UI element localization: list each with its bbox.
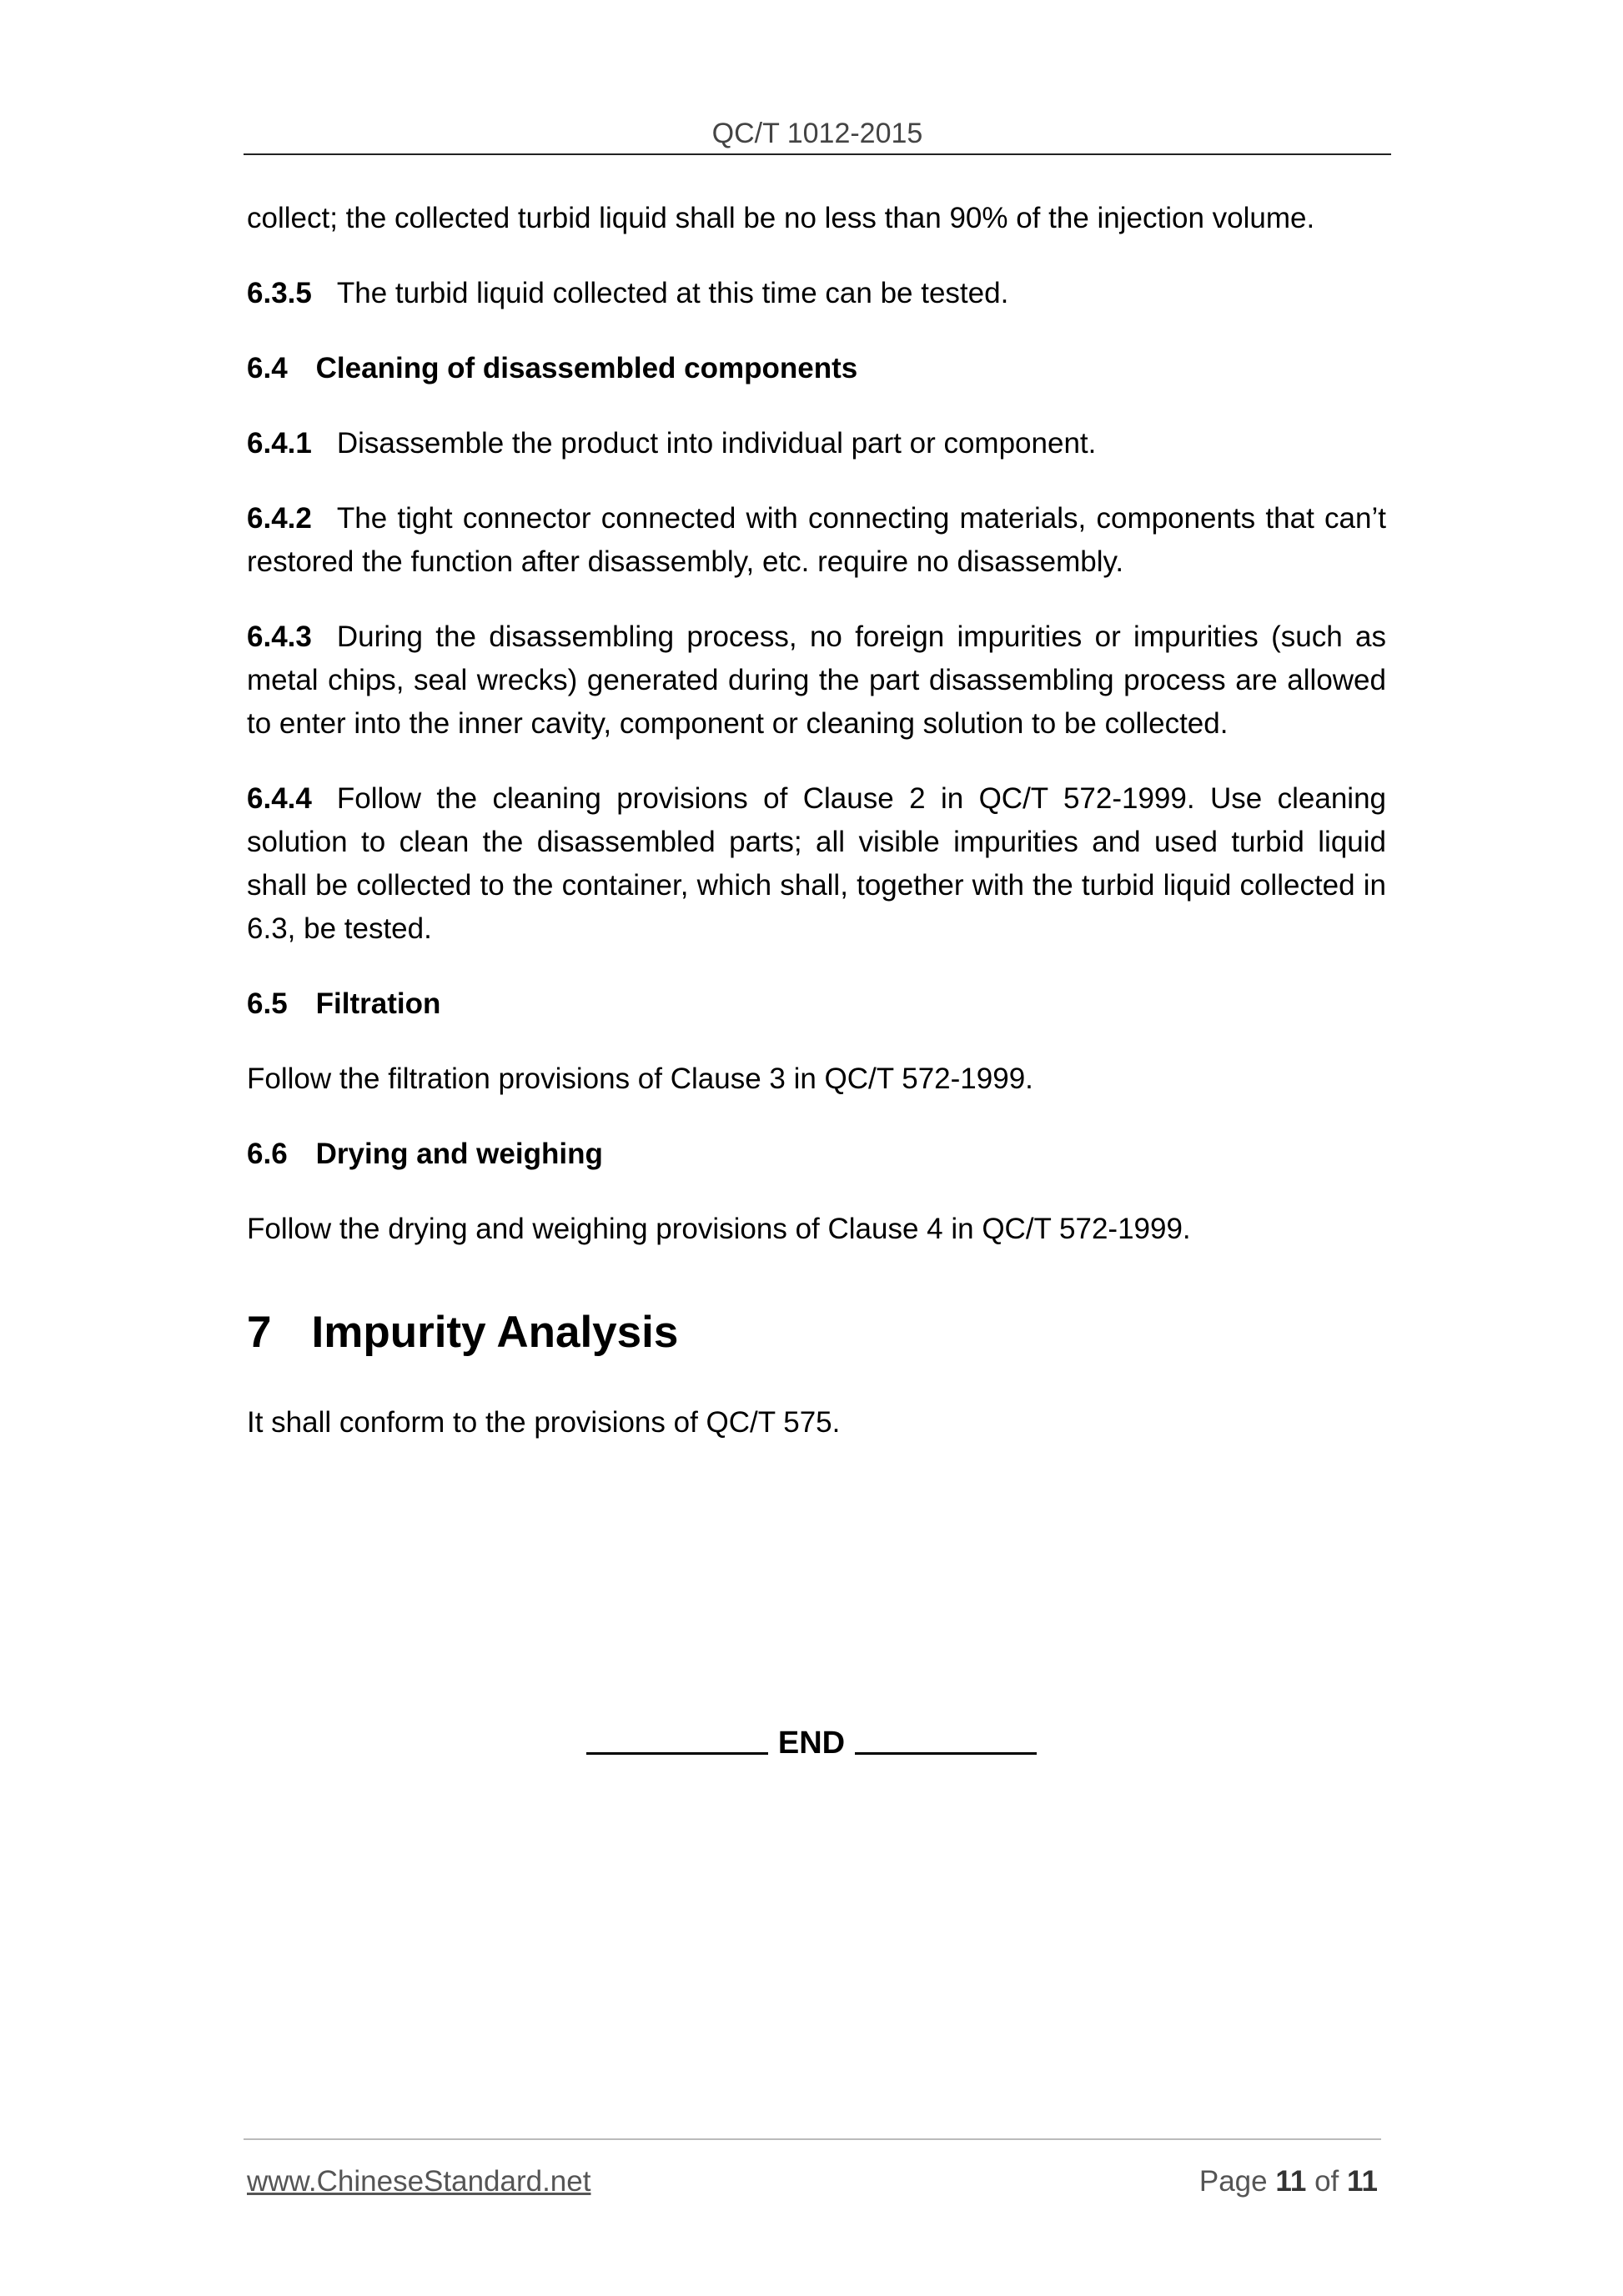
clause-6-4-2	[247, 497, 1386, 584]
document-header-title: QC/T 1012-2015	[711, 118, 923, 149]
clause-text: The tight connector connected with connecting materials, components that can’t restored the function after disassembly, etc. require no disassembly.	[247, 502, 1386, 578]
clause-text: The turbid liquid collected at this time can be tested.	[336, 277, 1009, 309]
section-6-5-text: Follow the filtration provisions of Clause 3 in QC/T 572-1999.	[247, 1063, 1033, 1095]
section-title: Filtration	[315, 987, 441, 1020]
clause-6-4-3	[247, 615, 1386, 746]
clause-6-4-1	[247, 422, 1386, 465]
chapter-7-text: It shall conform to the provisions of QC/T 575.	[247, 1406, 841, 1439]
section-title: Drying and weighing	[315, 1138, 603, 1170]
clause-number: 6.3.5	[247, 277, 312, 309]
page-total: 11	[1347, 2165, 1378, 2198]
section-title: Cleaning of disassembled components	[315, 352, 858, 384]
clause-text: Follow the cleaning provisions of Clause 2 in QC/T 572-1999. Use cleaning solution to clean the disassembled parts; all visible impurities and used turbid liquid shall be collected to the container, which shall, together with the turbid liquid collected in 6.3, be tested.	[247, 782, 1386, 945]
clause-number: 6.4.4	[247, 782, 312, 815]
footer-divider	[244, 2138, 1381, 2140]
section-number: 6.4	[247, 352, 288, 384]
clause-number: 6.4.2	[247, 502, 312, 535]
page-number	[1199, 2161, 1378, 2203]
clause-6-3-5	[247, 272, 1386, 315]
website-link[interactable]: www.ChineseStandard.net	[247, 2165, 591, 2198]
header-divider	[244, 153, 1391, 155]
section-heading-6-5	[247, 982, 1386, 1026]
continuation-paragraph: collect; the collected turbid liquid shall be no less than 90% of the injection volume.	[247, 202, 1315, 234]
chapter-title: Impurity Analysis	[311, 1308, 679, 1357]
section-heading-6-4	[247, 347, 1386, 390]
chapter-number: 7	[247, 1308, 272, 1357]
document-body	[247, 197, 1386, 1476]
end-text: END	[777, 1726, 846, 1761]
chapter-heading-7	[247, 1299, 1386, 1366]
section-6-6-text: Follow the drying and weighing provisions of Clause 4 in QC/T 572-1999.	[247, 1213, 1191, 1245]
page-current: 11	[1275, 2165, 1307, 2198]
page-word: Page	[1198, 2165, 1268, 2198]
end-left-rule	[586, 1722, 768, 1755]
clause-number: 6.4.3	[247, 620, 312, 653]
end-right-rule	[855, 1722, 1037, 1755]
clause-number: 6.4.1	[247, 427, 312, 460]
clause-text: During the disassembling process, no foreign impurities or impurities (such as metal chips, seal wrecks) generated during the part disassembling process are allowed to enter into the inner cavity, component or cleaning solution to be collected.	[247, 620, 1386, 740]
clause-text: Disassemble the product into individual part or component.	[336, 427, 1097, 460]
section-number: 6.6	[247, 1138, 288, 1170]
clause-6-4-4	[247, 777, 1386, 951]
section-number: 6.5	[247, 987, 288, 1020]
section-heading-6-6	[247, 1133, 1386, 1176]
page-of-word: of	[1314, 2165, 1339, 2198]
end-marker	[0, 1718, 1623, 1768]
